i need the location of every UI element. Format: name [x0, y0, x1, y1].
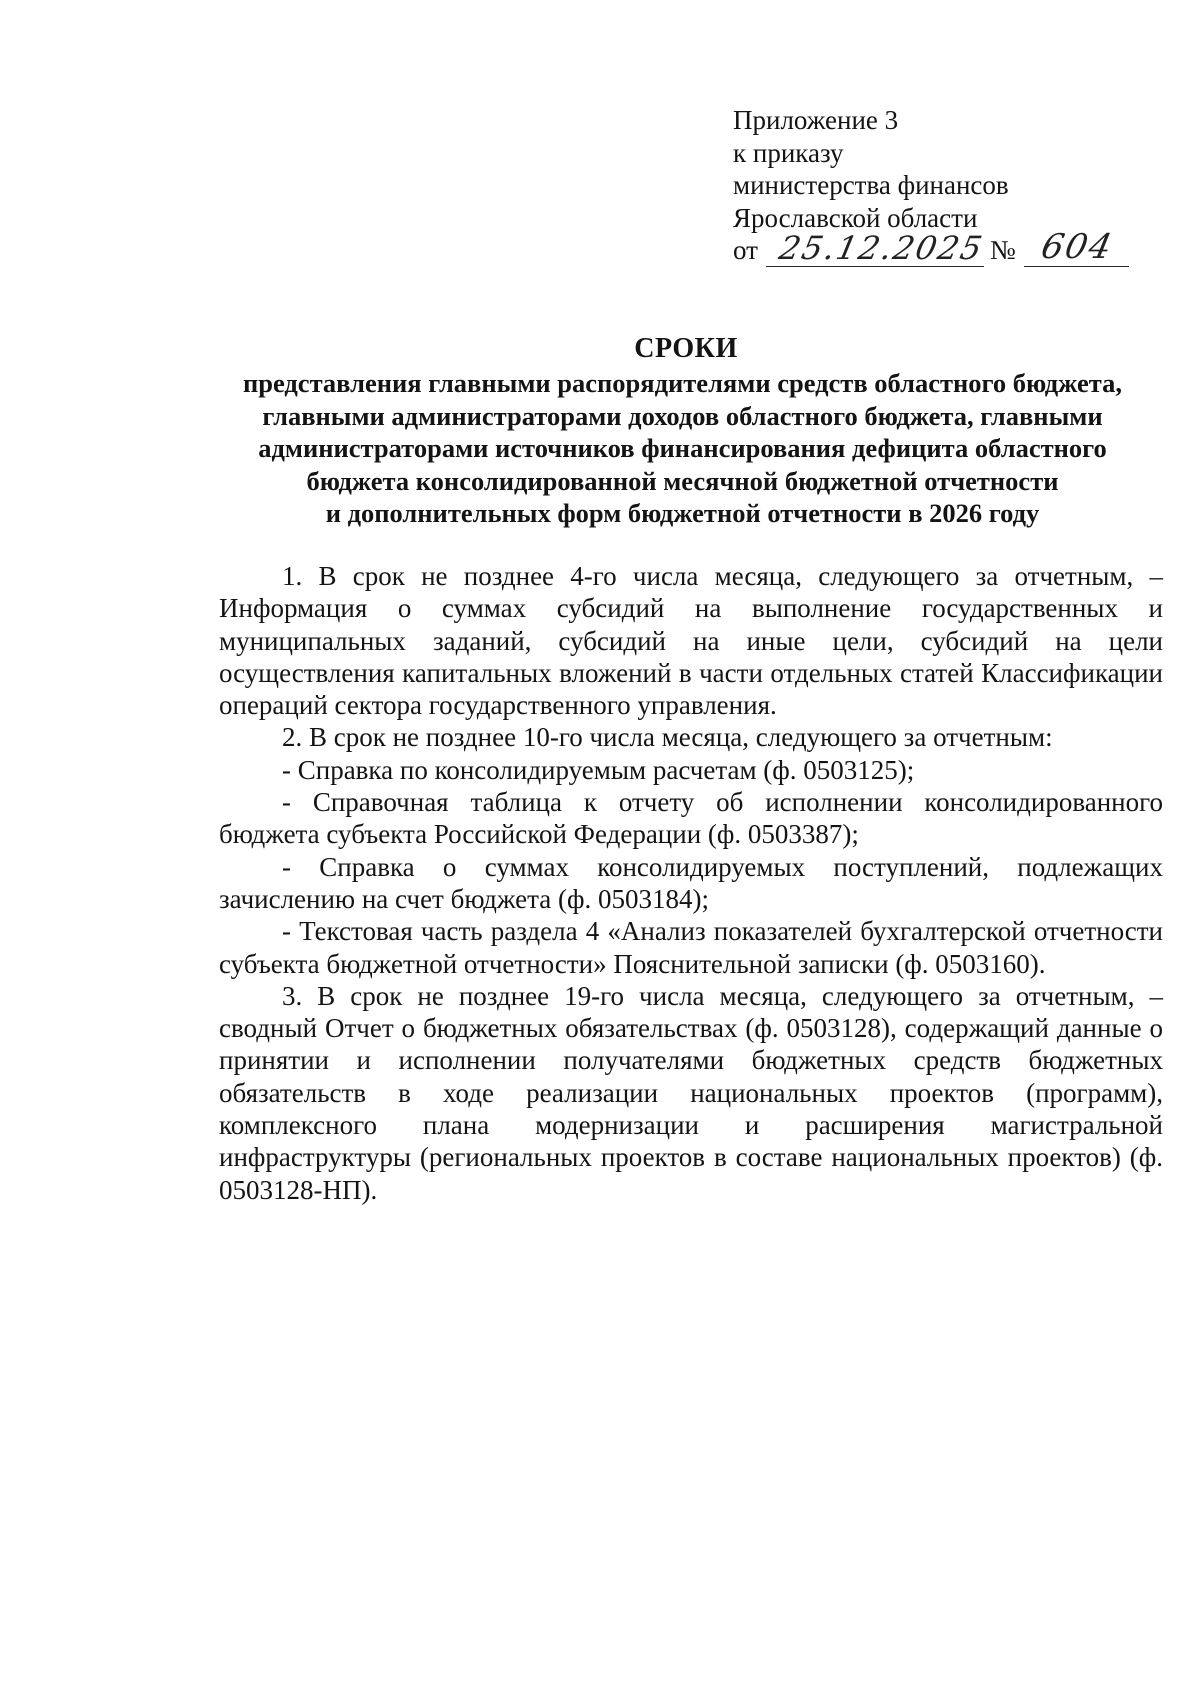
- order-number-field: [1024, 226, 1129, 267]
- appendix-header: [733, 104, 1153, 267]
- order-date-field: [766, 228, 988, 267]
- document-subtitle: [190, 367, 1175, 530]
- subtitle-line: бюджета консолидированной месячной бюджетной отчетности: [306, 465, 1059, 496]
- appendix-ministry: министерства финансов: [733, 170, 1009, 200]
- handwritten-date: 25.12.2025: [775, 228, 988, 267]
- subtitle-line: представления главными распорядителями средств областного бюджета,: [242, 368, 1122, 398]
- paragraph-3: 3. В срок не позднее 19-го числа месяца, следующего за отчетным, – сводный Отчет о бюджетных обязательствах (ф. 0503128), содержащий данные о принятии и исполнении получателями бюджетных средств бюджетных обязательств в ходе реализации национальных проектов (программ), комплексного плана модернизации и расширения магистральной инфраструктуры (региональных проектов в составе национальных проектов) (ф. 0503128-НП).: [219, 980, 1163, 1205]
- from-label: от: [733, 235, 758, 265]
- document-body: [219, 560, 1163, 1206]
- appendix-region: Ярославской области: [733, 202, 978, 233]
- appendix-number: Приложение 3: [733, 105, 899, 135]
- list-item-form-0503160: - Текстовая часть раздела 4 «Анализ показателей бухгалтерской отчетности субъекта бюджетной отчетности» Пояснительной записки (ф. 0503160).: [219, 916, 1163, 979]
- document-title: СРОКИ: [634, 333, 738, 364]
- list-item-form-0503125: - Справка по консолидируемым расчетам (ф. 0503125);: [282, 754, 915, 785]
- subtitle-line: администраторами источников финансирования дефицита областного: [258, 433, 1107, 463]
- paragraph-1: 1. В срок не позднее 4-го числа месяца, следующего за отчетным, – Информация о суммах субсидий на выполнение государственных и муниципальных заданий, субсидий на иные цели, субсидий на цели осуществления капитальных вложений в части отдельных статей Классификации операций сектора государственного управления.: [219, 561, 1163, 721]
- appendix-order-ref: к приказу: [733, 137, 844, 168]
- subtitle-line: и дополнительных форм бюджетной отчетности в 2026 году: [325, 498, 1040, 528]
- paragraph-2: 2. В срок не позднее 10-го числа месяца, следующего за отчетным:: [282, 722, 1053, 753]
- handwritten-number: 604: [1037, 226, 1117, 267]
- list-item-form-0503387: - Справочная таблица к отчету об исполнении консолидированного бюджета субъекта Российской Федерации (ф. 0503387);: [219, 787, 1163, 850]
- list-item-form-0503184: - Справка о суммах консолидируемых поступлений, подлежащих зачислению на счет бюджета (ф. 0503184);: [219, 851, 1163, 914]
- number-sign-label: №: [989, 235, 1016, 265]
- order-date-number-row: [733, 226, 1153, 267]
- subtitle-line: главными администраторами доходов областного бюджета, главными: [262, 400, 1103, 431]
